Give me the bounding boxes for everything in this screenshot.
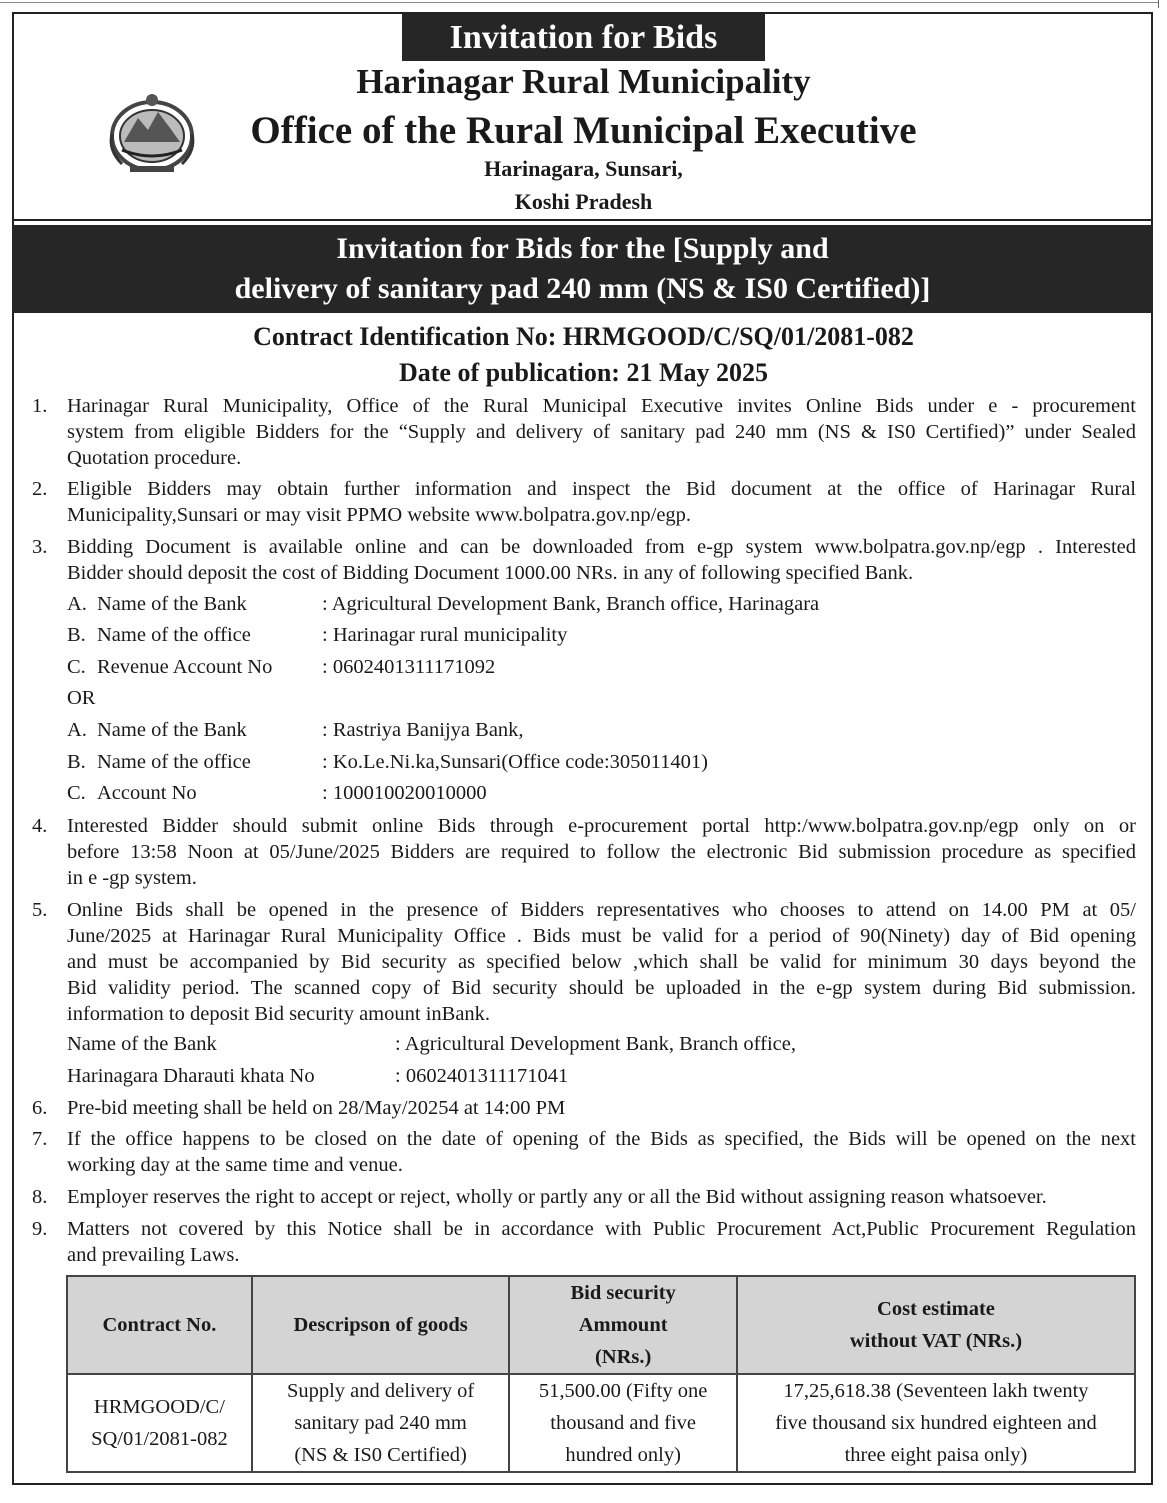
publication-date: Date of publication: 21 May 2025 (398, 358, 769, 387)
cell-contract-no (67, 1374, 252, 1472)
row-label: Revenue Account No (97, 656, 273, 678)
clause-text (67, 534, 1136, 586)
text-line: and prevailing Laws. (67, 1244, 240, 1266)
cell-text: 51,500.00 (Fifty one (538, 1380, 708, 1402)
header-divider (12, 219, 1153, 221)
cell-text: SQ/01/2081-082 (91, 1428, 228, 1450)
clause-number: 8. (32, 1186, 48, 1208)
clause-text (67, 1126, 1136, 1178)
address-line-1: Harinagara, Sunsari, (484, 156, 683, 181)
text-line: Employer reserves the right to accept or reject, wholly or partly any or all the Bid without assigning reason whatsoever. (67, 1186, 1047, 1208)
bid-details-table (66, 1275, 1136, 1473)
clause-number: 7. (32, 1128, 48, 1150)
text-line: Bidding Document is available online and can be downloaded from e-gp system www.bolpatra.gov.np/egp . Interested (67, 536, 1136, 558)
cell-text: Supply and delivery of (286, 1380, 475, 1402)
text-line: working day at the same time and venue. (67, 1154, 403, 1176)
header-cost-estimate (737, 1276, 1135, 1374)
cell-description (252, 1374, 510, 1472)
text-line: Quotation procedure. (67, 447, 242, 469)
row-value: : Harinagar rural municipality (322, 624, 568, 646)
header-bid-security (509, 1276, 737, 1374)
row-value: : 100010020010000 (322, 782, 487, 804)
row-value: : Agricultural Development Bank, Branch office, (395, 1033, 796, 1055)
header-text: Ammount (578, 1314, 668, 1336)
address-line-2: Koshi Pradesh (514, 189, 653, 214)
header-text: Bid security (570, 1282, 676, 1304)
text-line: and must be accompanied by Bid security as specified below ,which shall be valid for minimum 30 days beyond the (67, 951, 1136, 973)
cell-text: (NS & IS0 Certified) (294, 1444, 467, 1466)
text-line: Interested Bidder should submit online Bids through e-procurement portal http:/www.bolpatra.gov.np/egp only on or (67, 815, 1136, 837)
municipality-name: Harinagar Rural Municipality (356, 62, 811, 101)
clause-number: 2. (32, 478, 48, 500)
clause-number: 3. (32, 536, 48, 558)
header-text: Cost estimate (877, 1298, 995, 1320)
cell-cost-estimate (737, 1374, 1135, 1472)
row-value: : Ko.Le.Ni.ka,Sunsari(Office code:305011401) (322, 751, 708, 773)
row-letter: C. (67, 656, 86, 678)
cell-text: thousand and five (550, 1412, 697, 1434)
clause-text (67, 1095, 1136, 1121)
subject-banner (12, 225, 1153, 313)
header-text: Descripson of goods (293, 1314, 468, 1336)
text-line: Bid validity period. The scanned copy of Bid security should be uploaded in the e-gp system during Bid submission. (67, 977, 1136, 999)
table-row (67, 1374, 1135, 1472)
text-line: June/2025 at Harinagar Rural Municipality Office . Bids must be valid for a period of 90(Ninety) day of Bid opening (67, 925, 1136, 947)
clause-number: 4. (32, 815, 48, 837)
cell-text: HRMGOOD/C/ (93, 1396, 225, 1418)
clause-text (67, 1216, 1136, 1268)
clause-text (67, 897, 1136, 1027)
office-name: Office of the Rural Municipal Executive (250, 109, 917, 152)
corner-tick (1158, 0, 1159, 8)
row-label: Name of the office (97, 751, 251, 773)
header-description (252, 1276, 510, 1374)
cell-text: hundred only) (565, 1444, 681, 1466)
row-value: : 0602401311171092 (322, 656, 496, 678)
clause-text (67, 813, 1136, 891)
header-text: (NRs.) (594, 1346, 652, 1368)
header-text: Contract No. (102, 1314, 217, 1336)
notice-title: Invitation for Bids (402, 14, 765, 61)
row-label: Name of the Bank (97, 719, 247, 741)
text-line: before 13:58 Noon at 05/June/2025 Bidders are required to follow the electronic Bid submission procedure as specified (67, 841, 1136, 863)
cell-text: sanitary pad 240 mm (294, 1412, 467, 1434)
row-letter: B. (67, 751, 86, 773)
header-contract-no (67, 1276, 252, 1374)
cell-bid-security (509, 1374, 737, 1472)
cell-text: 17,25,618.38 (Seventeen lakh twenty (783, 1380, 1089, 1402)
row-letter: A. (67, 593, 87, 615)
cell-text: three eight paisa only) (844, 1444, 1028, 1466)
text-line: information to deposit Bid security amount inBank. (67, 1003, 491, 1025)
text-line: Pre-bid meeting shall be held on 28/May/20254 at 14:00 PM (67, 1097, 566, 1119)
row-value: : 0602401311171041 (395, 1065, 569, 1087)
row-label: Account No (97, 782, 197, 804)
text-line: Harinagar Rural Municipality, Office of the Rural Municipal Executive invites Online Bids under e - procurement (67, 395, 1136, 417)
row-letter: A. (67, 719, 87, 741)
header-text: without VAT (NRs.) (849, 1330, 1023, 1352)
text-line: If the office happens to be closed on the date of opening of the Bids as specified, the Bids will be opened on the next (67, 1128, 1136, 1150)
row-label: Name of the office (97, 624, 251, 646)
row-label: Harinagara Dharauti khata No (67, 1065, 315, 1087)
text-line: system from eligible Bidders for the “Supply and delivery of sanitary pad 240 mm (NS & IS0 Certified)” under Sealed (67, 421, 1136, 443)
subject-line-1: Invitation for Bids for the [Supply and (336, 232, 829, 265)
clause-text (67, 476, 1136, 528)
clause-number: 1. (32, 395, 48, 417)
clause-number: 6. (32, 1097, 48, 1119)
top-rule (0, 2, 1158, 3)
row-letter: B. (67, 624, 86, 646)
cell-text: five thousand six hundred eighteen and (775, 1412, 1097, 1434)
row-label: Name of the Bank (97, 593, 247, 615)
clause-number: 9. (32, 1218, 48, 1240)
subject-line-2: delivery of sanitary pad 240 mm (NS & IS0 Certified)] (234, 272, 931, 305)
text-line: Municipality,Sunsari or may visit PPMO website www.bolpatra.gov.np/egp. (67, 504, 692, 526)
row-value: : Agricultural Development Bank, Branch office, Harinagara (322, 593, 820, 615)
table-header-row (67, 1276, 1135, 1374)
row-letter: C. (67, 782, 86, 804)
clause-text (67, 393, 1136, 471)
text-line: in e -gp system. (67, 867, 197, 889)
or-label: OR (67, 687, 96, 709)
contract-identification: Contract Identification No: HRMGOOD/C/SQ/01/2081-082 (253, 322, 914, 351)
text-line: Matters not covered by this Notice shall be in accordance with Public Procurement Act,Public Procurement Regulation (67, 1218, 1136, 1240)
text-line: Eligible Bidders may obtain further information and inspect the Bid document at the office of Harinagar Rural (67, 478, 1136, 500)
clause-text (67, 1184, 1136, 1210)
row-label: Name of the Bank (67, 1033, 217, 1055)
clause-number: 5. (32, 899, 48, 921)
text-line: Bidder should deposit the cost of Bidding Document 1000.00 NRs. in any of following specified Bank. (67, 562, 914, 584)
text-line: Online Bids shall be opened in the presence of Bidders representatives who chooses to attend on 14.00 PM at 05/ (67, 899, 1136, 921)
row-value: : Rastriya Banijya Bank, (322, 719, 524, 741)
